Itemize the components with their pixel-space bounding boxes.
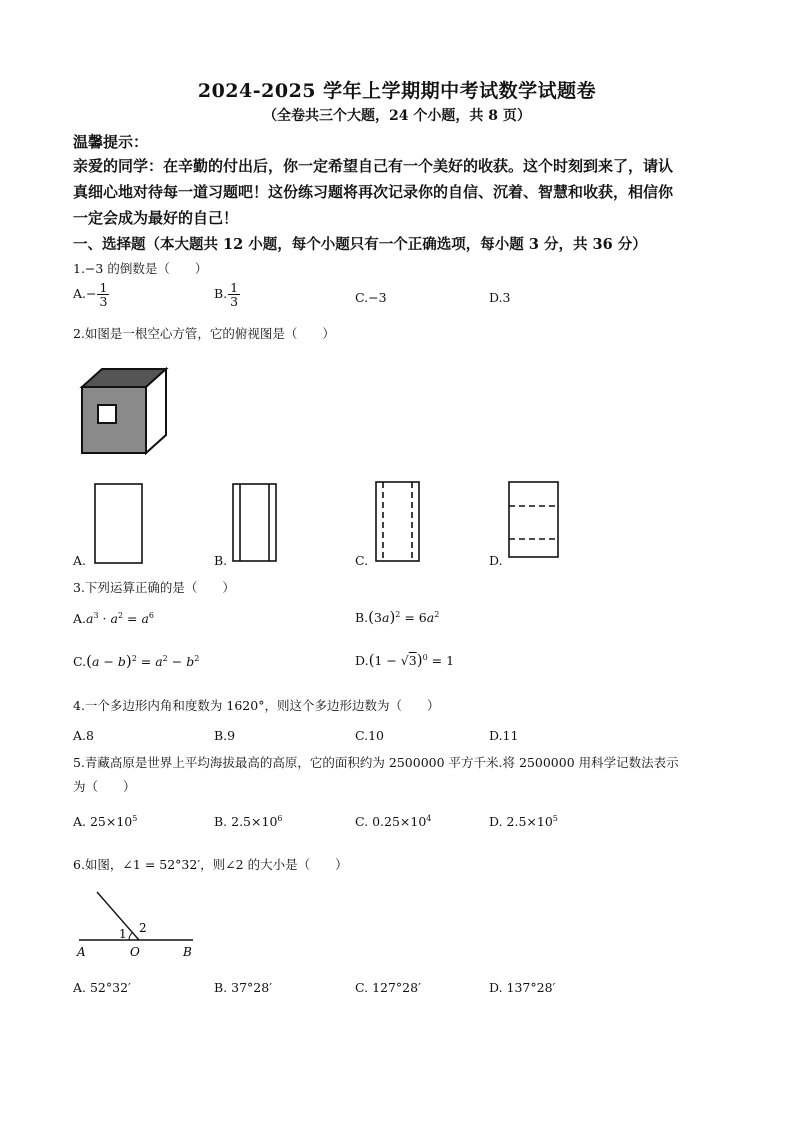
question-2-label-b: B. (214, 553, 228, 568)
question-6-option-a: A. 52°32′ (73, 980, 131, 995)
option-a-figure (94, 483, 144, 565)
question-5-option-b: B. $2.5\times 10^6$ (214, 814, 283, 830)
question-3-stem: 3.下列运算正确的是（ ） (73, 580, 235, 595)
question-3-option-d: $D.(1 - √3)^0 = 1$ (355, 651, 455, 669)
point-b-label: B (183, 945, 192, 959)
tip-line-1: 亲爱的同学：在辛勤的付出后，你一定希望自己有一个美好的收获。这个时刻到来了，请认 (73, 157, 674, 175)
point-o-label: O (130, 945, 140, 959)
question-1-option-b: B. $\frac{1}{3}$ (214, 280, 239, 310)
question-6-option-d: D. 137°28′ (489, 980, 556, 995)
question-1-option-a: A.− $\frac{1}{3}$ (73, 280, 108, 310)
question-4-option-c: C.10 (355, 728, 384, 743)
tip-line-2: 真细心地对待每一道习题吧！这份练习题将再次记录你的自信、沉着、智慧和收获，相信你 (73, 183, 674, 201)
question-4-option-a: A.8 (73, 728, 94, 743)
question-1-option-c: C.−3 (355, 290, 387, 305)
question-5-stem-cont: 为（ ） (73, 779, 136, 794)
option-d-figure (508, 481, 560, 559)
option-c-figure (375, 481, 421, 563)
section-heading: 一、选择题（本大题共 12 小题，每个小题只有一个正确选项，每小题 3 分，共 36 分） (73, 236, 647, 253)
hollow-tube-figure (76, 367, 171, 457)
question-3-option-a: $A.a^3 \cdot a^2 = a^6$ (73, 611, 154, 627)
option-b-figure (232, 483, 278, 563)
question-6-option-c: C. 127°28′ (355, 980, 421, 995)
question-2-label-d: D. (489, 553, 503, 568)
question-5-option-a: A. $25\times 10^5$ (73, 814, 138, 830)
question-2-label-a: A. (73, 553, 87, 568)
question-2-stem: 2.如图是一根空心方管，它的俯视图是（ ） (73, 326, 335, 341)
question-4-option-b: B.9 (214, 728, 236, 743)
question-5-option-d: D. $2.5\times 10^5$ (489, 814, 558, 830)
question-6-stem: 6.如图，∠1 = 52°32′，则∠2 的大小是（ ） (73, 857, 348, 872)
question-1-option-d: D.3 (489, 290, 511, 305)
question-6-option-b: B. 37°28′ (214, 980, 273, 995)
angle-1-label: 1 (119, 927, 127, 941)
angle-2-label: 2 (139, 921, 147, 935)
angle-figure (75, 888, 200, 960)
page-title: 2024-2025 学年上学期期中考试数学试题卷 (197, 80, 597, 102)
question-5-stem: 5.青藏高原是世界上平均海拔最高的高原，它的面积约为 2500000 平方千米.将 2500000 用科学记数法表示 (73, 755, 679, 770)
page-subtitle: （全卷共三个大题，24 个小题，共 8 页） (263, 108, 531, 124)
question-3-option-c: $C.(a - b)^2 = a^2 - b^2$ (73, 652, 200, 670)
question-1-stem: 1.−3 的倒数是（ ） (73, 261, 208, 276)
tip-heading: 温馨提示： (73, 133, 149, 151)
question-3-option-b: $B.(3a)^2 = 6a^2$ (355, 608, 440, 626)
point-a-label: A (77, 945, 86, 959)
question-2-label-c: C. (355, 553, 369, 568)
tip-line-3: 一定会成为最好的自己！ (73, 209, 239, 227)
question-4-stem: 4.一个多边形内角和度数为 1620°，则这个多边形边数为（ ） (73, 698, 440, 713)
question-5-option-c: C. $0.25\times 10^4$ (355, 814, 432, 830)
question-4-option-d: D.11 (489, 728, 519, 743)
